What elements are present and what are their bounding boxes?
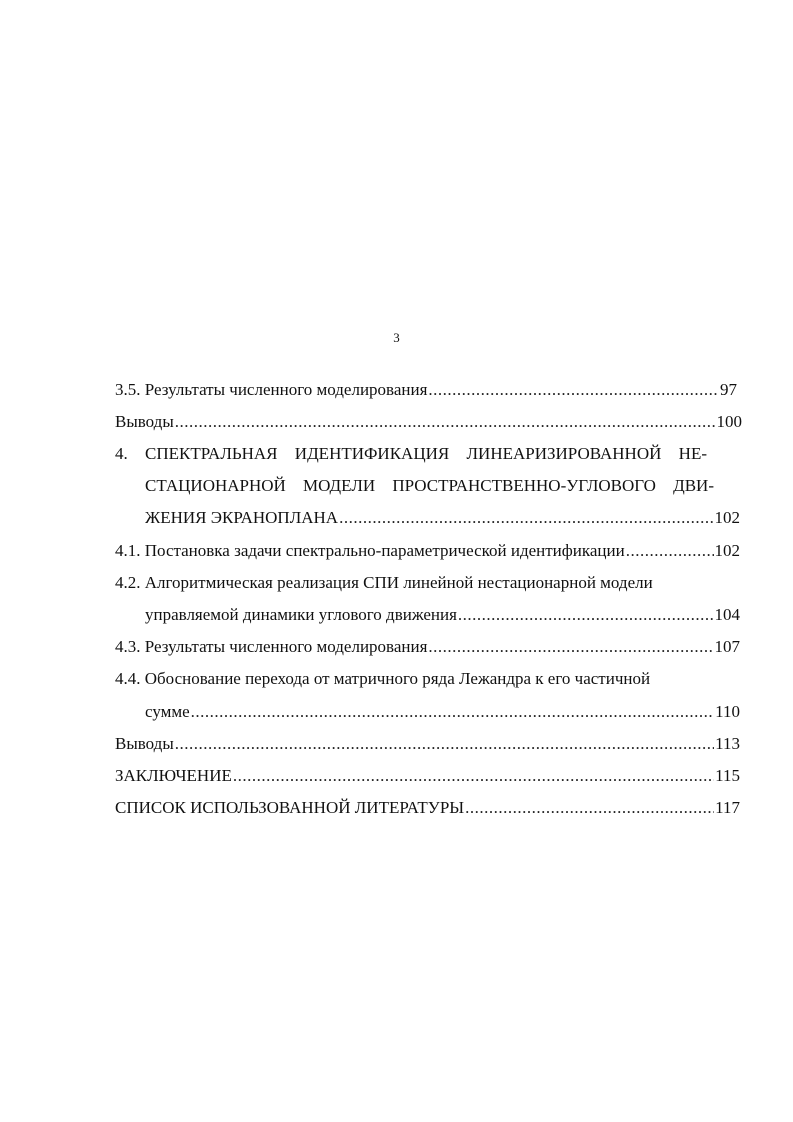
toc-entry-page: 115 [715,766,740,785]
toc-entry-title: ЗАКЛЮЧЕНИЕ [115,766,232,785]
toc-entry-references[interactable] [115,798,740,818]
toc-entry-chapter-4-line-2[interactable] [145,476,714,496]
toc-entry-page: 102 [714,541,740,560]
toc-entry-title: 4.2. Алгоритмическая реализация СПИ линейной нестационарной модели [115,573,653,592]
toc-dot-leader [233,766,714,786]
toc-entry-title: сумме [145,702,190,721]
toc-dot-leader [428,380,719,400]
toc-entry-page: 102 [714,508,740,527]
toc-entry-conclusion[interactable] [115,766,740,786]
toc-dot-leader [339,508,713,528]
page-number: 3 [393,330,400,345]
toc-dot-leader [428,637,713,657]
toc-dot-leader [175,734,714,754]
toc-entry-page: 107 [714,637,740,656]
toc-entry-title: СПИСОК ИСПОЛЬЗОВАННОЙ ЛИТЕРАТУРЫ [115,798,465,817]
toc-dot-leader [191,702,714,722]
toc-entry-chapter-4-line-1[interactable] [115,444,707,464]
toc-dot-leader [175,412,716,432]
toc-entry-4-4-line-2[interactable] [145,702,740,722]
toc-entry-4-1[interactable] [115,541,740,561]
toc-entry-4-2-line-1[interactable] [115,573,715,593]
toc-entry-conclusions-3[interactable] [115,412,742,432]
toc-entry-title: СТАЦИОНАРНОЙ МОДЕЛИ ПРОСТРАНСТВЕННО-УГЛОВОГО ДВИ- [145,476,714,495]
toc-entry-title: 4.1. Постановка задачи спектрально-параметрической идентификации [115,541,625,560]
toc-entry-page: 113 [715,734,740,753]
toc-entry-title: Выводы [115,734,174,753]
toc-entry-3-5[interactable] [115,380,737,400]
toc-dot-leader [458,605,714,625]
toc-entry-title: 4.4. Обоснование перехода от матричного ряда Лежандра к его частичной [115,669,651,688]
toc-entry-title: 4. СПЕКТРАЛЬНАЯ ИДЕНТИФИКАЦИЯ ЛИНЕАРИЗИРОВАННОЙ НЕ- [115,444,707,463]
toc-entry-conclusions-4[interactable] [115,734,740,754]
toc-entry-4-2-line-2[interactable] [145,605,740,625]
toc-entry-title: 3.5. Результаты численного моделирования [115,380,428,399]
toc-entry-title: 4.3. Результаты численного моделирования [115,637,428,656]
toc-entry-chapter-4-line-3[interactable] [145,508,740,528]
toc-entry-page: 100 [716,412,742,431]
toc-entry-title: ЖЕНИЯ ЭКРАНОПЛАНА [145,508,339,527]
toc-entry-page: 117 [715,798,740,817]
toc-entry-title: управляемой динамики углового движения [145,605,457,624]
toc-entry-page: 110 [715,702,740,721]
toc-dot-leader [626,541,714,561]
toc-dot-leader [465,798,714,818]
toc-entry-page: 104 [714,605,740,624]
toc-entry-4-3[interactable] [115,637,740,657]
toc-entry-page: 97 [720,380,737,399]
toc-entry-title: Выводы [115,412,174,431]
toc-entry-4-4-line-1[interactable] [115,669,715,689]
